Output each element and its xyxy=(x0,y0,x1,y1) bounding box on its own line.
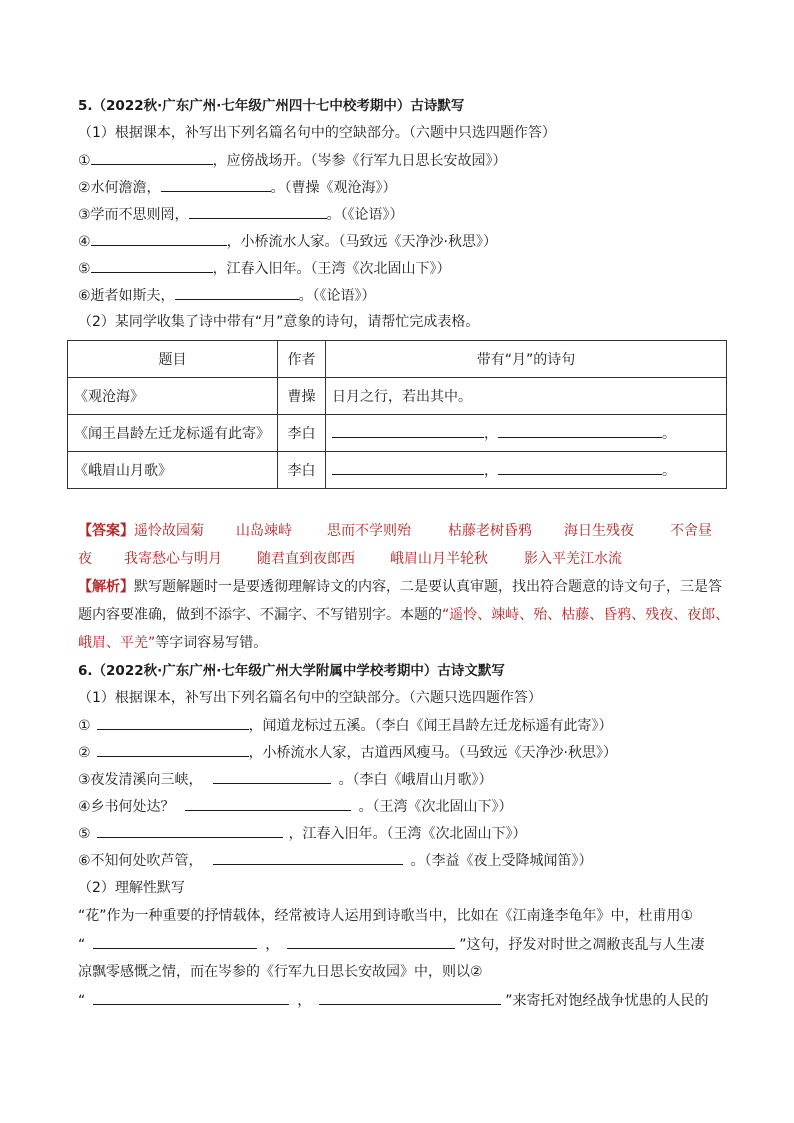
table-header: 作者 xyxy=(278,341,326,378)
table-cell-line: 日月之行，若出其中。 xyxy=(326,378,727,415)
answer-blank[interactable] xyxy=(91,231,227,246)
answer-blank[interactable] xyxy=(97,742,249,757)
q5-item-4: ④ ，小桥流水人家。（马致远《天净沙·秋思》） xyxy=(78,231,497,252)
answer-blank[interactable] xyxy=(498,460,662,475)
answer-blank[interactable] xyxy=(287,934,455,949)
q6-item-1: ① ，闻道龙标过五溪。（李白《闻王昌龄左迁龙标遥有此寄》） xyxy=(78,715,613,736)
table-header: 题目 xyxy=(68,341,278,378)
q6-paragraph-line: “ ， ”来寄托对饱经战争忧患的人民的 xyxy=(78,990,709,1011)
q6-source: （2022秋·广东广州·七年级广州大学附属中学校考期中）古诗文默写 xyxy=(92,663,505,679)
answer-blank[interactable] xyxy=(93,990,289,1005)
q6-item-5: ⑤ ，江春入旧年。（王湾《次北固山下》） xyxy=(78,823,527,844)
table-cell-title: 《峨眉山月歌》 xyxy=(68,452,278,489)
answer-item: 海日生残夜 xyxy=(564,523,634,539)
table-cell-title: 《闻王昌龄左迁龙标遥有此寄》 xyxy=(68,415,278,452)
answer-item: 不舍昼 xyxy=(670,523,712,539)
answer-item: 峨眉山月半轮秋 xyxy=(390,551,488,567)
q5-item-2: ②水何澹澹， 。（曹操《观沧海》） xyxy=(78,177,397,198)
answer-blank[interactable] xyxy=(161,177,271,192)
answer-blank[interactable] xyxy=(97,715,249,730)
table-cell-author: 曹操 xyxy=(278,378,326,415)
answer-blank[interactable] xyxy=(185,796,351,811)
q5-number: 5. xyxy=(78,98,93,114)
table-cell-line: ， 。 xyxy=(326,452,727,489)
table-cell-author: 李白 xyxy=(278,452,326,489)
table-header-row xyxy=(68,341,727,378)
answer-blank[interactable] xyxy=(213,850,403,865)
q5-part1-instruction: （1）根据课本，补写出下列名篇名句中的空缺部分。（六题中只选四题作答） xyxy=(78,125,556,141)
answer-blank[interactable] xyxy=(498,423,662,438)
answer-item: 思而不学则殆 xyxy=(327,523,411,539)
answer-item: 随君直到夜郎西 xyxy=(257,551,355,567)
answer-item: 枯藤老树昏鸦 xyxy=(448,523,532,539)
q6-item-2: ② ，小桥流水人家，古道西风瘦马。（马致远《天净沙·秋思》） xyxy=(78,742,617,763)
answer-item: 我寄愁心与明月 xyxy=(124,551,222,567)
q6-paragraph-line: 凉飘零感慨之情，而在岑参的《行军九日思长安故园》中，则以② xyxy=(78,964,483,980)
answer-blank[interactable] xyxy=(175,285,299,300)
answer-blank[interactable] xyxy=(93,934,257,949)
q6-title xyxy=(78,661,505,681)
q6-item-4: ④乡书何处达？ 。（王湾《次北固山下》） xyxy=(78,796,513,817)
answer-blank[interactable] xyxy=(97,823,283,838)
answer-item: 夜 xyxy=(78,551,92,567)
q6-number: 6. xyxy=(78,663,93,679)
q5-item-3: ③学而不思则罔， 。（《论语》） xyxy=(78,204,404,225)
table-cell-title: 《观沧海》 xyxy=(68,378,278,415)
table-cell-author: 李白 xyxy=(278,415,326,452)
q5-item-5: ⑤ ，江春入旧年。（王湾《次北固山下》） xyxy=(78,258,451,279)
answer-label: 【答案】遥怜故园菊 xyxy=(78,523,204,539)
table-row xyxy=(68,452,727,489)
answer-item: 影入平羌江水流 xyxy=(524,551,622,567)
answer-blank[interactable] xyxy=(332,460,484,475)
q6-paragraph-line: “ ， ”这句，抒发对时世之凋敝丧乱与人生凄 xyxy=(78,934,705,955)
moon-poem-table xyxy=(67,340,727,489)
q5-part2-instruction: （2）某同学收集了诗中带有“月”意象的诗句，请帮忙完成表格。 xyxy=(78,314,480,330)
answer-blank[interactable] xyxy=(91,150,213,165)
analysis-line: 题内容要准确，做到不添字、不漏字、不写错别字。本题的“遥怜、竦峙、殆、枯藤、昏鸦、残夜、夜郎、 xyxy=(78,607,730,623)
q5-source: （2022秋·广东广州·七年级广州四十七中校考期中）古诗默写 xyxy=(92,98,465,114)
q6-paragraph-line: “花”作为一种重要的抒情载体，经常被诗人运用到诗歌当中，比如在《江南逢李龟年》中，杜甫用① xyxy=(78,908,694,924)
q6-part2-instruction: （2）理解性默写 xyxy=(78,880,185,896)
answer-blank[interactable] xyxy=(319,990,501,1005)
answer-item: 山岛竦峙 xyxy=(236,523,292,539)
q5-item-1: ① ，应傍战场开。（岑参《行军九日思长安故园》） xyxy=(78,150,507,171)
q5-item-6: ⑥逝者如斯夫， 。（《论语》） xyxy=(78,285,376,306)
table-row xyxy=(68,415,727,452)
table-header: 带有“月”的诗句 xyxy=(326,341,727,378)
table-cell-line: ， 。 xyxy=(326,415,727,452)
q6-item-6: ⑥不知何处吹芦管， 。（李益《夜上受降城闻笛》） xyxy=(78,850,593,871)
q5-title xyxy=(78,96,464,116)
q6-part1-instruction: （1）根据课本，补写出下列名篇名句中的空缺部分。（六题只选四题作答） xyxy=(78,690,542,706)
table-row xyxy=(68,378,727,415)
answer-blank[interactable] xyxy=(91,258,213,273)
analysis-line: 【解析】默写题解题时一是要透彻理解诗文的内容，二是要认真审题，找出符合题意的诗文句子，三是答 xyxy=(78,579,722,595)
answer-blank[interactable] xyxy=(332,423,484,438)
answer-blank[interactable] xyxy=(213,769,331,784)
q6-item-3: ③夜发清溪向三峡， 。（李白《峨眉山月歌》） xyxy=(78,769,493,790)
answer-blank[interactable] xyxy=(189,204,327,219)
analysis-line: 峨眉、平羌”等字词容易写错。 xyxy=(78,635,268,651)
